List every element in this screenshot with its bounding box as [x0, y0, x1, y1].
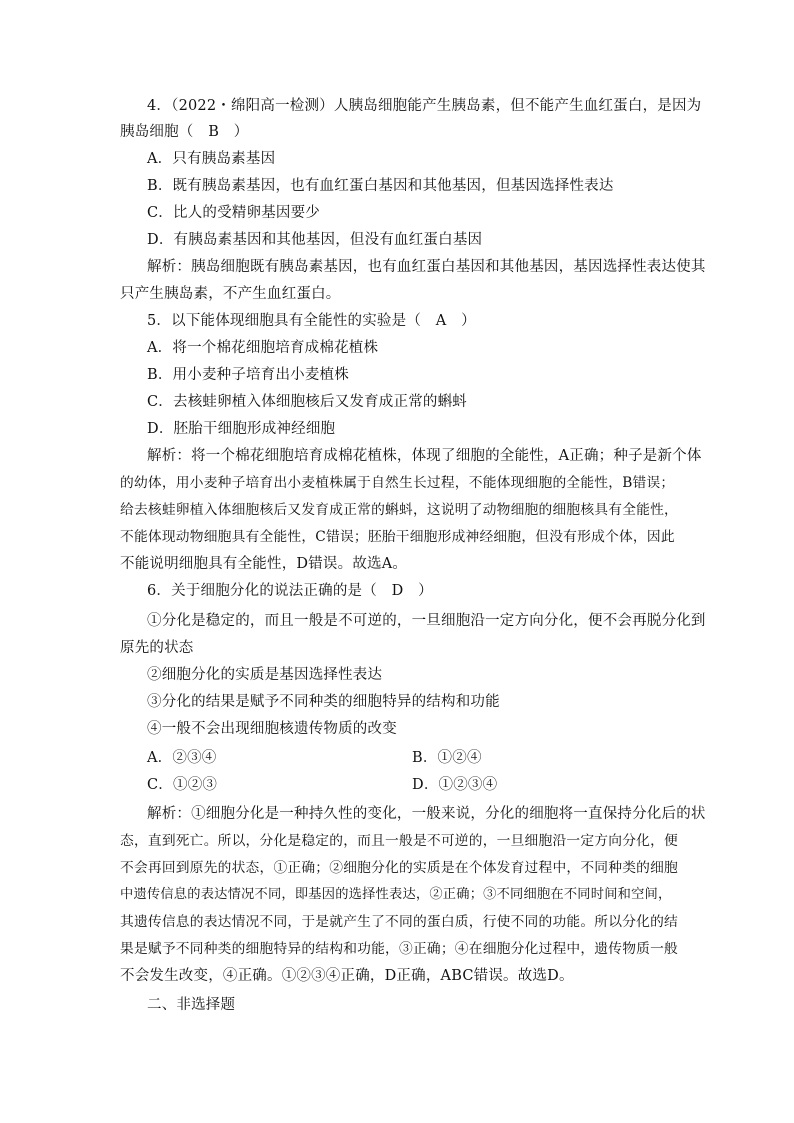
- q6-analysis-line1: 解析：①细胞分化是一种持久性的变化，一般来说，分化的细胞将一直保持分化后的状: [147, 806, 706, 822]
- q4-option-b: B．既有胰岛素基因，也有血红蛋白基因和其他基因，但基因选择性表达: [147, 178, 614, 194]
- q6-analysis-line4: 中遗传信息的表达情况不同，即基因的选择性表达，②正确；③不同细胞在不同时间和空间，: [120, 887, 672, 902]
- q6-item3: ③分化的结果是赋予不同种类的细胞特异的结构和功能: [147, 694, 500, 710]
- q6-option-b: B．①②④: [412, 750, 482, 766]
- q6-analysis-line2: 态，直到死亡。所以，分化是稳定的，而且一般是不可逆的，一旦细胞沿一定方向分化，便: [120, 833, 679, 849]
- q6-item2: ②细胞分化的实质是基因选择性表达: [147, 667, 383, 683]
- q6-option-c: C．①②③: [147, 777, 218, 793]
- q4-option-c: C．比人的受精卵基因要少: [147, 205, 320, 221]
- q4-option-a: A．只有胰岛素基因: [147, 151, 276, 167]
- q5-option-b: B．用小麦种子培育出小麦植株: [147, 367, 349, 383]
- q5-analysis-line2: 的幼体，用小麦种子培育出小麦植株属于自然生长过程，不能体现细胞的全能性，B错误；: [120, 475, 675, 491]
- q5-stem: 5．以下能体现细胞具有全能性的实验是（ A ）: [147, 313, 476, 329]
- q6-stem: 6．关于细胞分化的说法正确的是（ D ）: [147, 583, 433, 599]
- q4-analysis-line2: 只产生胰岛素，不产生血红蛋白。: [120, 286, 341, 302]
- q5-analysis-line5: 不能说明细胞具有全能性，D错误。故选A。: [120, 556, 408, 572]
- q5-analysis-line3: 给去核蛙卵植入体细胞核后又发育成正常的蝌蚪，这说明了动物细胞的细胞核具有全能性，: [120, 502, 679, 518]
- q6-analysis-line5: 其遗传信息的表达情况不同，于是就产生了不同的蛋白质，行使不同的功能。所以分化的结: [120, 914, 679, 930]
- q6-option-a: A．②③④: [147, 750, 217, 766]
- q4-analysis-line1: 解析：胰岛细胞既有胰岛素基因，也有血红蛋白基因和其他基因，基因选择性表达使其: [147, 259, 706, 275]
- section-heading: 二、非选择题: [147, 997, 236, 1013]
- q4-stem-line1: 4．（2022・绵阳高一检测）人胰岛细胞能产生胰岛素，但不能产生血红蛋白，是因为: [147, 98, 702, 114]
- q5-option-a: A．将一个棉花细胞培育成棉花植株: [147, 340, 379, 356]
- q6-analysis-line7: 不会发生改变，④正确。①②③④正确，D正确，ABC错误。故选D。: [120, 968, 574, 984]
- q6-option-d: D．①②③④: [412, 777, 498, 793]
- q6-analysis-line3: 不会再回到原先的状态，①正确；②细胞分化的实质是在个体发育过程中，不同种类的细胞: [120, 860, 679, 876]
- q6-item1-line2: 原先的状态: [120, 640, 194, 656]
- q6-analysis-line6: 果是赋予不同种类的细胞特异的结构和功能，③正确；④在细胞分化过程中，遗传物质一般: [120, 941, 679, 957]
- q5-option-c: C．去核蛙卵植入体细胞核后又发育成正常的蝌蚪: [147, 394, 467, 410]
- q5-analysis-line4: 不能体现动物细胞具有全能性，C错误；胚胎干细胞形成神经细胞，但没有形成个体，因此: [120, 529, 675, 545]
- q5-analysis-line1: 解析：将一个棉花细胞培育成棉花植株，体现了细胞的全能性，A正确；种子是新个体: [147, 448, 702, 464]
- q6-item4: ④一般不会出现细胞核遗传物质的改变: [147, 721, 397, 737]
- q4-stem-line2: 胰岛细胞（ B ）: [120, 124, 249, 140]
- q6-item1-line1: ①分化是稳定的，而且一般是不可逆的，一旦细胞沿一定方向分化，便不会再脱分化到: [147, 613, 706, 629]
- q5-option-d: D．胚胎干细胞形成神经细胞: [147, 421, 336, 437]
- q4-option-d: D．有胰岛素基因和其他基因，但没有血红蛋白基因: [147, 232, 483, 248]
